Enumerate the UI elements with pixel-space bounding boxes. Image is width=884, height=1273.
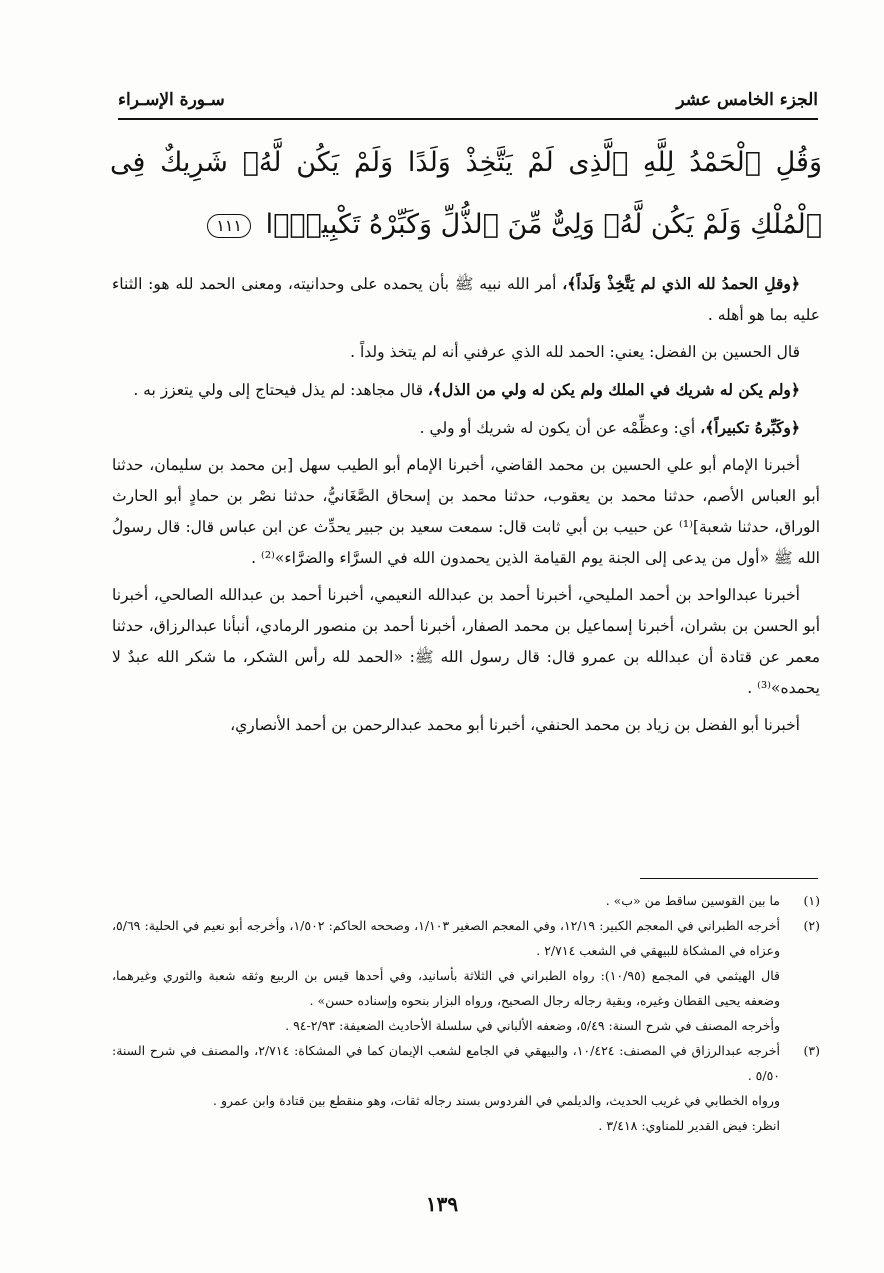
footnote [112, 888, 820, 913]
tafsir-paragraph [112, 337, 820, 368]
footnote-number: (١) [803, 893, 820, 908]
tafsir-paragraph [112, 268, 820, 331]
verse-text: وَقُلِ ٱلْحَمْدُ لِلَّهِ ٱلَّذِى لَمْ يَتَّخِذْ وَلَدًا وَلَمْ يَكُن لَّهُۥ شَرِيكٌ فِى ٱلْمُلْكِ وَلَمْ يَكُن لَّهُۥ وَلِىٌّ مِّنَ ٱلذُّلِّ وَكَبِّرْهُ تَكْبِيرًۢا [110, 147, 822, 240]
tafsir-paragraph [112, 450, 820, 574]
tafsir-body [112, 268, 820, 747]
quoted-verse: ﴿وقلِ الحمدُ لله الذي لم يَتَّخِذْ وَلَداً﴾، [562, 274, 800, 293]
footnote-body [112, 913, 780, 1038]
quoted-verse: ﴿وكَبِّرهُ تكبيراً﴾، [700, 418, 800, 437]
footnote-body [112, 888, 780, 913]
header-surah: سـورة الإسـراء [118, 90, 225, 110]
commentary-text: قال مجاهد: لم يذل فيحتاج إلى ولي يتعزز به . [133, 381, 428, 399]
footnote-line: انظر: فيض القدير للمناوي: ٣/٤١٨ . [598, 1118, 780, 1133]
footnote-line: وأخرجه المصنف في شرح السنة: ٥/٤٩، وضعفه الألباني في سلسلة الأحاديث الضعيفة: ٢/٩٣-٩٤ . [285, 1018, 780, 1033]
commentary-text: أخبرنا الإمام أبو علي الحسين بن محمد القاضي، أخبرنا الإمام أبو الطيب سهل [بن محمد بن سليمان، حدثنا أبو العباس الأصم، حدثنا محمد بن يعقوب، حدثنا محمد بن إسحاق الصَّغَانيُّ، حدثنا نصْر بن حمادٍ أبو الحارث الوراق، حدثنا شعبة]⁽¹⁾ عن حبيب بن أبي ثابت قال: سمعت سعيد بن جبير يحدِّث عن ابن عباس قال: قال رسولُ الله ﷺ «أول من يدعى إلى الجنة يوم القيامة الذين يحمدون الله في السرَّاء والضرَّاء»⁽²⁾ . [112, 456, 821, 567]
footnote-separator [640, 878, 818, 879]
footnote-line: أخرجه عبدالرزاق في المصنف: ١٠/٤٢٤، والبيهقي في الجامع لشعب الإيمان كما في المشكاة: ٢/٧١٤، والمصنف في شرح السنة: ٥/٥٠ . [112, 1043, 780, 1083]
commentary-text: أخبرنا عبدالواحد بن أحمد المليحي، أخبرنا أحمد بن عبدالله النعيمي، أخبرنا أحمد بن عبدالله الصالحي، أخبرنا أبو الحسن بن بشران، أخبرنا إسماعيل بن محمد الصفار، أخبرنا أحمد بن منصور الرمادي، أنبأنا عبدالرزاق، حدثنا معمر عن قتادة أن عبدالله بن عمرو قال: قال رسول الله ﷺ: «الحمد لله رأس الشكر، ما شكر الله عبدٌ لا يحمده»⁽³⁾ . [112, 586, 820, 697]
commentary-text: أي: وعظِّمْه عن أن يكون له شريك أو ولي . [419, 419, 701, 437]
commentary-text: أمر الله نبيه ﷺ بأن يحمده على وحدانيته، ومعنى الحمد لله هو: الثناء عليه بما هو أهله . [112, 275, 820, 324]
tafsir-paragraph [112, 412, 820, 444]
quran-verse [110, 132, 822, 256]
footnote [112, 1038, 820, 1138]
tafsir-paragraph [112, 374, 820, 406]
quoted-verse: ﴿ولم يكن له شريك في الملك ولم يكن له ولي من الذل﴾، [427, 380, 800, 399]
page-number: ١٣٩ [425, 1192, 459, 1216]
commentary-text: قال الحسين بن الفضل: يعني: الحمد لله الذي عرفني أنه لم يتخذ ولداً . [350, 343, 800, 361]
footnote-number: (٢) [803, 918, 820, 933]
header-rule [118, 118, 818, 120]
footnote-body [112, 1038, 780, 1138]
ayah-number-marker: ١١١ [207, 214, 251, 238]
tafsir-paragraph [112, 580, 820, 704]
footnote-number: (٣) [803, 1043, 820, 1058]
commentary-text: أخبرنا أبو الفضل بن زياد بن محمد الحنفي، أخبرنا أبو محمد عبدالرحمن بن أحمد الأنصاري، [230, 716, 800, 734]
footnote-line: ورواه الخطابي في غريب الحديث، والديلمي في الفردوس بسند رجاله ثقات، وهو منقطع بين قتادة وابن عمرو . [213, 1093, 780, 1108]
tafsir-paragraph [112, 710, 820, 741]
footnote-line: قال الهيثمي في المجمع (١٠/٩٥): رواه الطبراني في الثلاثة بأسانيد، وفي أحدها قيس بن الربيع وثقه شعبة والثوري وغيرهما، وضعفه يحيى القطان وغيره، وبقية رجاله رجال الصحيح، ورواه البزار بنحوه وإسناده حسن» . [112, 968, 780, 1008]
footnote [112, 913, 820, 1038]
running-header [118, 78, 818, 110]
footnotes [112, 888, 820, 1138]
header-juz: الجزء الخامس عشر [676, 90, 818, 110]
footnote-line: ما بين القوسين ساقط من «ب» . [605, 893, 780, 908]
footnote-line: أخرجه الطبراني في المعجم الكبير: ١٢/١٩، وفي المعجم الصغير ١/١٠٣، وصححه الحاكم: ١/٥٠٢، وأخرجه أبو نعيم في الحلية: ٥/٦٩، وعزاه في المشكاة للبيهقي في الشعب ٢/٧١٤ . [112, 918, 781, 958]
